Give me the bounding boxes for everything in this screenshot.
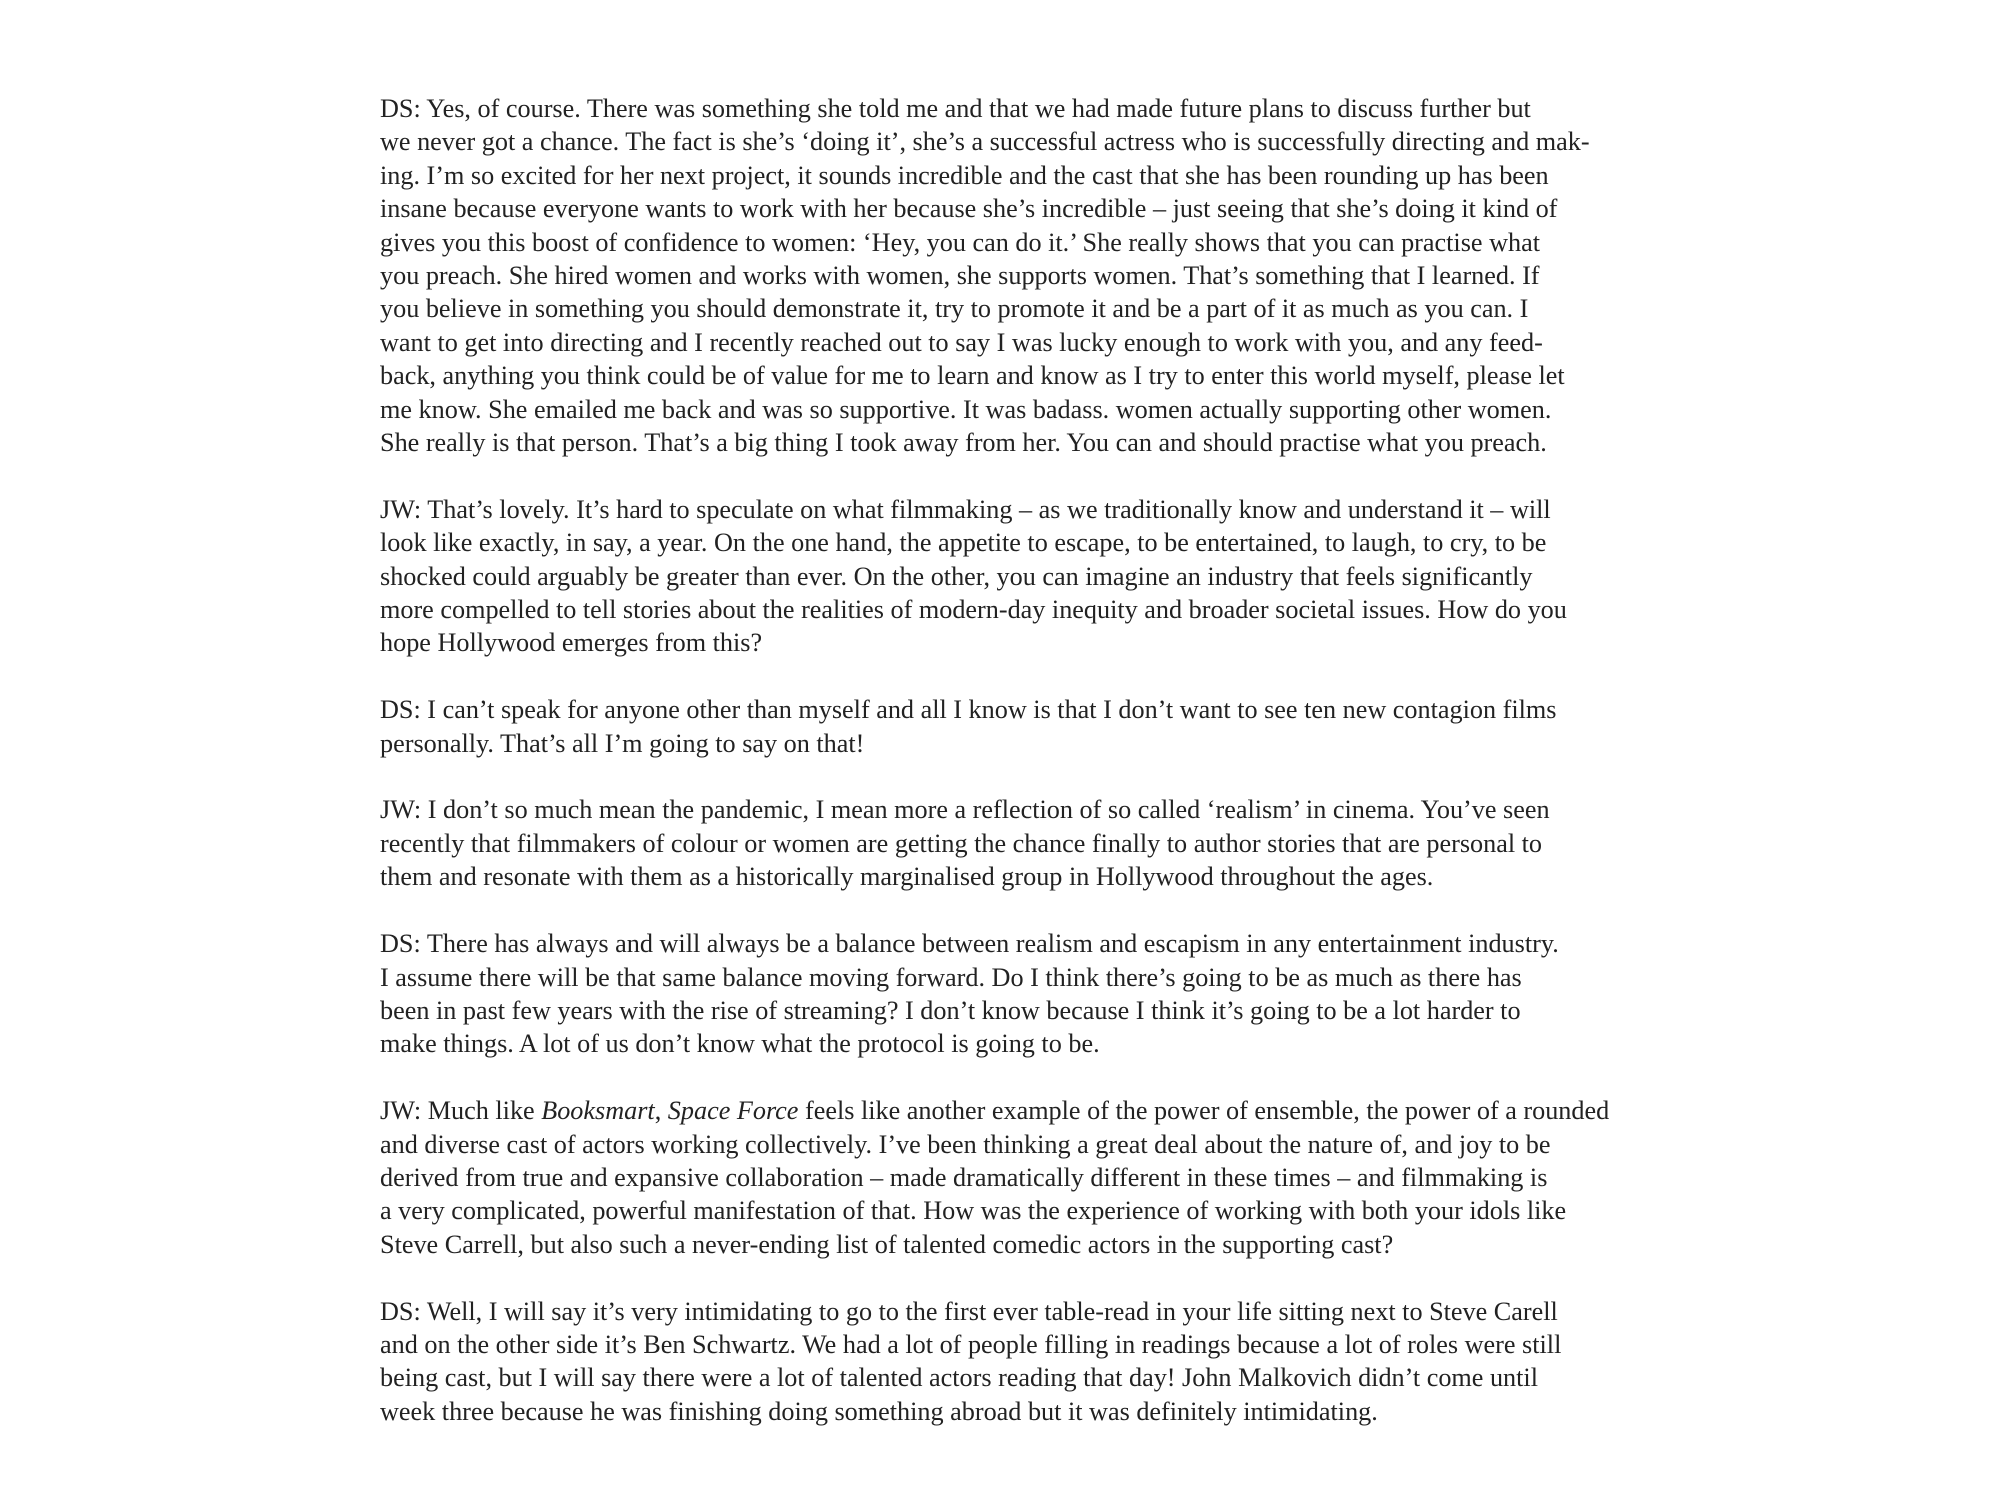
text-line <box>380 793 1660 826</box>
text-line <box>380 393 1660 426</box>
text-line <box>380 326 1660 359</box>
text-segment: gives you this boost of confidence to women: ‘Hey, you can do it.’ She really shows that you can practise what <box>380 227 1540 257</box>
text-segment: ing. I’m so excited for her next project, it sounds incredible and the cast that she has been rounding up has been <box>380 160 1549 190</box>
text-line <box>380 994 1660 1027</box>
text-segment: DS: I can’t speak for anyone other than myself and all I know is that I don’t want to see ten new contagion films <box>380 695 1557 725</box>
text-segment: Steve Carrell, but also such a never-ending list of talented comedic actors in the supporting cast? <box>380 1229 1394 1259</box>
text-line <box>380 1161 1660 1194</box>
transcript-paragraph <box>380 493 1660 660</box>
text-line <box>380 860 1660 893</box>
text-segment: back, anything you think could be of value for me to learn and know as I try to enter this world myself, please let <box>380 361 1565 391</box>
text-segment: a very complicated, powerful manifestation of that. How was the experience of working with both your idols like <box>380 1196 1567 1226</box>
text-segment: personally. That’s all I’m going to say on that! <box>380 728 865 758</box>
text-segment: been in past few years with the rise of streaming? I don’t know because I think it’s going to be a lot harder to <box>380 995 1521 1025</box>
text-line <box>380 359 1660 392</box>
text-segment: DS: Yes, of course. There was something she told me and that we had made future plans to discuss further but <box>380 94 1531 123</box>
text-line <box>380 292 1660 325</box>
text-line <box>380 961 1660 994</box>
text-segment: and diverse cast of actors working collectively. I’ve been thinking a great deal about the nature of, and joy to be <box>380 1129 1551 1159</box>
transcript-paragraph <box>380 92 1660 459</box>
text-line <box>380 1128 1660 1161</box>
transcript-paragraph <box>380 793 1660 893</box>
text-line <box>380 1295 1660 1328</box>
text-line <box>380 1094 1660 1127</box>
transcript-paragraph <box>380 1295 1660 1429</box>
text-line <box>380 593 1660 626</box>
text-line <box>380 927 1660 960</box>
text-segment: and on the other side it’s Ben Schwartz. We had a lot of people filling in readings because a lot of roles were still <box>380 1329 1562 1359</box>
text-segment: derived from true and expansive collaboration – made dramatically different in these times – and filmmaking is <box>380 1162 1548 1192</box>
text-line <box>380 560 1660 593</box>
italic-title: Space Force <box>667 1096 799 1126</box>
text-line <box>380 626 1660 659</box>
text-line <box>380 1361 1660 1394</box>
text-line <box>380 727 1660 760</box>
text-segment: I assume there will be that same balance moving forward. Do I think there’s going to be as much as there has <box>380 962 1522 992</box>
text-segment: make things. A lot of us don’t know what the protocol is going to be. <box>380 1029 1100 1059</box>
transcript-paragraph <box>380 927 1660 1061</box>
text-segment: recently that filmmakers of colour or women are getting the chance finally to author stories that are personal to <box>380 828 1543 858</box>
text-segment: want to get into directing and I recently reached out to say I was lucky enough to work with you, and any feed- <box>380 327 1543 357</box>
text-segment: you believe in something you should demonstrate it, try to promote it and be a part of it as much as you can. I <box>380 294 1529 324</box>
text-line <box>380 1027 1660 1060</box>
text-segment: look like exactly, in say, a year. On the one hand, the appetite to escape, to be entertained, to laugh, to cry, to be <box>380 528 1547 558</box>
text-segment: JW: That’s lovely. It’s hard to speculate on what filmmaking – as we traditionally know and understand it – will <box>380 494 1551 524</box>
text-segment: feels like another example of the power of ensemble, the power of a rounded <box>798 1096 1610 1126</box>
interview-transcript <box>380 92 1660 1462</box>
text-line <box>380 1395 1660 1428</box>
text-line <box>380 426 1660 459</box>
text-segment: more compelled to tell stories about the realities of modern-day inequity and broader societal issues. How do you <box>380 595 1567 625</box>
text-line <box>380 1228 1660 1261</box>
text-line <box>380 526 1660 559</box>
text-segment: being cast, but I will say there were a lot of talented actors reading that day! John Malkovich didn’t come until <box>380 1363 1538 1393</box>
text-segment: week three because he was finishing doing something abroad but it was definitely intimidating. <box>380 1396 1378 1426</box>
text-segment: DS: There has always and will always be a balance between realism and escapism in any entertainment industry. <box>380 929 1559 959</box>
text-segment: , <box>654 1096 668 1126</box>
text-line <box>380 192 1660 225</box>
text-segment: She really is that person. That’s a big thing I took away from her. You can and should practise what you preach. <box>380 428 1547 458</box>
text-segment: JW: Much like <box>380 1096 542 1126</box>
text-segment: DS: Well, I will say it’s very intimidating to go to the first ever table-read in your life sitting next to Steve Carell <box>380 1296 1558 1326</box>
transcript-paragraph <box>380 1094 1660 1261</box>
text-line <box>380 159 1660 192</box>
text-segment: hope Hollywood emerges from this? <box>380 628 763 658</box>
text-segment: shocked could arguably be greater than ever. On the other, you can imagine an industry that feels significantly <box>380 561 1533 591</box>
italic-title: Booksmart <box>541 1096 655 1126</box>
text-segment: you preach. She hired women and works with women, she supports women. That’s something that I learned. If <box>380 261 1540 291</box>
text-line <box>380 125 1660 158</box>
text-segment: JW: I don’t so much mean the pandemic, I mean more a reflection of so called ‘realism’ in cinema. You’ve seen <box>380 795 1550 825</box>
text-segment: them and resonate with them as a historically marginalised group in Hollywood throughout the ages. <box>380 862 1434 892</box>
text-line <box>380 1194 1660 1227</box>
text-segment: me know. She emailed me back and was so supportive. It was badass. women actually supporting other women. <box>380 394 1552 424</box>
text-line <box>380 226 1660 259</box>
transcript-paragraph <box>380 693 1660 760</box>
text-line <box>380 493 1660 526</box>
text-line <box>380 92 1660 125</box>
text-line <box>380 693 1660 726</box>
text-line <box>380 259 1660 292</box>
text-segment: insane because everyone wants to work with her because she’s incredible – just seeing that she’s doing it kind of <box>380 194 1558 224</box>
text-line <box>380 827 1660 860</box>
text-segment: we never got a chance. The fact is she’s ‘doing it’, she’s a successful actress who is successfully directing and mak- <box>380 127 1590 157</box>
text-line <box>380 1328 1660 1361</box>
